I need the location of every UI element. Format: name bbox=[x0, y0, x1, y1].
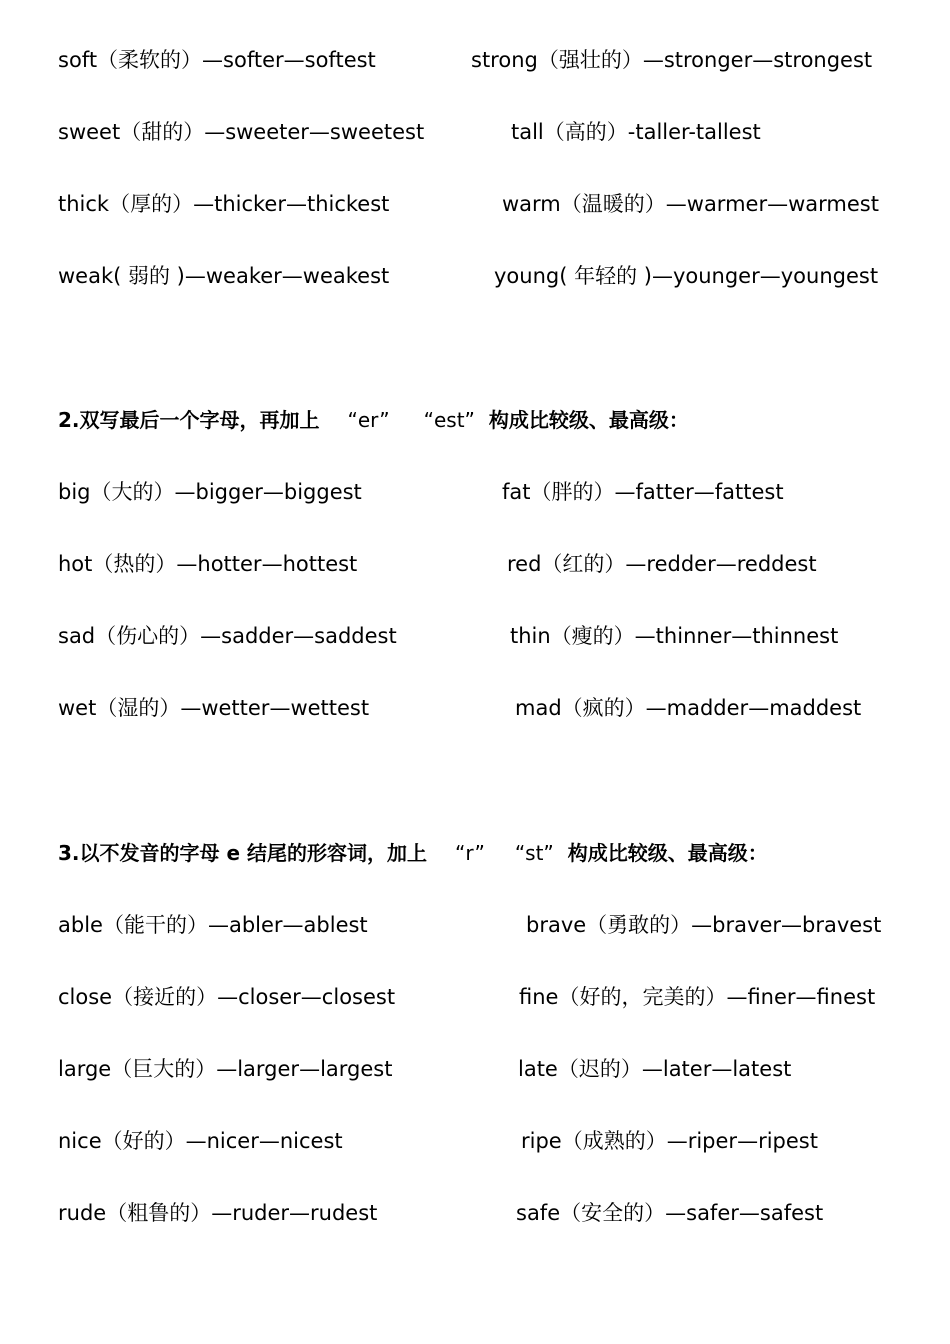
section3-heading-q1: “r” bbox=[455, 841, 485, 865]
s3-row5-right: safe（安全的）—safer—safest bbox=[516, 1201, 824, 1225]
section3-heading-prefix: 3.以不发音的字母 e 结尾的形容词，加上 bbox=[58, 841, 428, 865]
s3-row2-left: close（接近的）—closer—closest bbox=[58, 985, 396, 1009]
s1-row3-left: thick（厚的）—thicker—thickest bbox=[58, 192, 390, 216]
s3-row3-right: late（迟的）—later—latest bbox=[518, 1057, 792, 1081]
s1-row3-right: warm（温暖的）—warmer—warmest bbox=[502, 192, 879, 216]
s2-row3-left: sad（伤心的）—sadder—saddest bbox=[58, 624, 397, 648]
section2-heading bbox=[58, 406, 689, 434]
s3-row4-right: ripe（成熟的）—riper—ripest bbox=[521, 1129, 818, 1153]
s1-row1-left: soft（柔软的）—softer—softest bbox=[58, 48, 376, 72]
section3-heading bbox=[58, 839, 768, 867]
s1-row2-left: sweet（甜的）—sweeter—sweetest bbox=[58, 120, 425, 144]
s2-row2-left: hot（热的）—hotter—hottest bbox=[58, 552, 358, 576]
s3-row1-right: brave（勇敢的）—braver—bravest bbox=[526, 913, 882, 937]
s2-row2-right: red（红的）—redder—reddest bbox=[507, 552, 817, 576]
s3-row4-left: nice（好的）—nicer—nicest bbox=[58, 1129, 343, 1153]
s1-row4-left: weak( 弱的 )—weaker—weakest bbox=[58, 264, 390, 288]
s2-row4-right: mad（疯的）—madder—maddest bbox=[515, 696, 862, 720]
s3-row2-right: fine（好的，完美的）—finer—finest bbox=[519, 985, 876, 1009]
s3-row1-left: able（能干的）—abler—ablest bbox=[58, 913, 368, 937]
s3-row3-left: large（巨大的）—larger—largest bbox=[58, 1057, 393, 1081]
section2-heading-suffix: 构成比较级、最高级： bbox=[488, 408, 689, 432]
s1-row2-right: tall（高的）-taller-tallest bbox=[511, 120, 761, 144]
section3-heading-q2: “st” bbox=[514, 841, 554, 865]
section2-heading-prefix: 2.双写最后一个字母，再加上 bbox=[58, 408, 320, 432]
s2-row4-left: wet（湿的）—wetter—wettest bbox=[58, 696, 370, 720]
section3-heading-suffix: 构成比较级、最高级： bbox=[567, 841, 768, 865]
section2-heading-q2: “est” bbox=[423, 408, 475, 432]
s1-row4-right: young( 年轻的 )—younger—youngest bbox=[494, 264, 879, 288]
s2-row1-right: fat（胖的）—fatter—fattest bbox=[502, 480, 784, 504]
s3-row5-left: rude（粗鲁的）—ruder—rudest bbox=[58, 1201, 378, 1225]
section2-heading-q1: “er” bbox=[347, 408, 390, 432]
s2-row3-right: thin（瘦的）—thinner—thinnest bbox=[510, 624, 839, 648]
s2-row1-left: big（大的）—bigger—biggest bbox=[58, 480, 362, 504]
s1-row1-right: strong（强壮的）—stronger—strongest bbox=[471, 48, 873, 72]
